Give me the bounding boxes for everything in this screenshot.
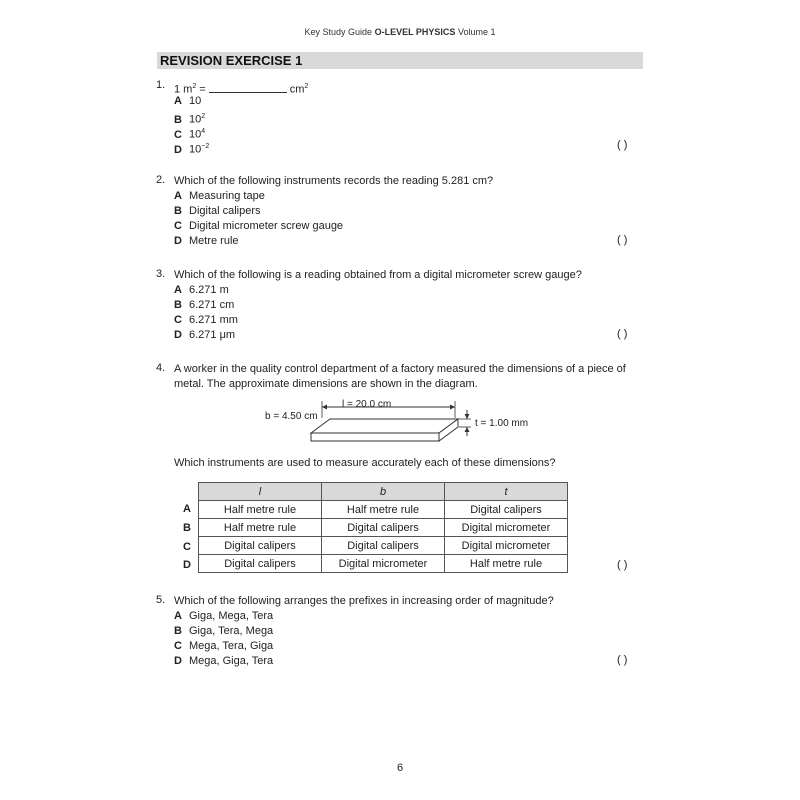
- option-letter: C: [174, 640, 182, 652]
- header-suffix: Volume 1: [457, 27, 496, 37]
- row-letter-a: A: [183, 503, 191, 515]
- table-cell: Digital calipers: [445, 501, 568, 519]
- diagram-b-label: b = 4.50 cm: [265, 411, 318, 422]
- q4-stem-line1: A worker in the quality control department of a factory measured the dimensions of a piece of: [174, 363, 626, 375]
- option-text: Mega, Tera, Giga: [189, 640, 274, 652]
- option-text: Mega, Giga, Tera: [189, 655, 274, 667]
- option-text: Digital micrometer screw gauge: [189, 220, 344, 232]
- q3-number: 3.: [156, 268, 166, 280]
- q4-stem-line2: metal. The approximate dimensions are shown in the diagram.: [174, 378, 478, 390]
- option-letter: C: [174, 128, 182, 141]
- option-text: Giga, Mega, Tera: [189, 610, 274, 622]
- q2-answer-bracket[interactable]: ( ): [617, 234, 628, 246]
- t-arrow-top-head: [465, 414, 470, 419]
- q4-number: 4.: [156, 362, 166, 374]
- header-t: t: [445, 483, 568, 501]
- answer-blank: [209, 83, 287, 93]
- option-text: 6.271 mm: [189, 314, 238, 326]
- option-letter: A: [174, 610, 182, 622]
- table-row: [199, 555, 568, 573]
- option-letter: B: [174, 625, 182, 637]
- diagram-l-label: l = 20.0 cm: [342, 399, 392, 410]
- l-arrow-right: [450, 405, 455, 410]
- option-letter: D: [174, 143, 182, 156]
- q5-number: 5.: [156, 594, 166, 606]
- slab-front-face: [311, 433, 439, 441]
- row-letter-b: B: [183, 522, 191, 534]
- q1-stem: [174, 79, 644, 98]
- option-letter: D: [174, 655, 182, 667]
- option-letter: D: [174, 235, 182, 247]
- option-text: 10: [189, 113, 202, 126]
- q1-number: 1.: [156, 79, 166, 91]
- option-letter: A: [174, 95, 182, 107]
- option-text: 10: [189, 95, 202, 107]
- q5-option-d: [174, 654, 273, 669]
- header-l: l: [199, 483, 322, 501]
- option-text: 6.271 m: [189, 284, 229, 296]
- q5-stem: Which of the following arranges the prefixes in increasing order of magnitude?: [174, 595, 554, 607]
- table-cell: Digital calipers: [322, 537, 445, 555]
- table-cell: Half metre rule: [322, 501, 445, 519]
- page-header: [0, 27, 800, 37]
- section-title: REVISION EXERCISE 1: [160, 53, 303, 68]
- table-cell: Digital micrometer: [445, 537, 568, 555]
- q4-answer-bracket[interactable]: ( ): [617, 559, 628, 571]
- header-prefix: Key Study Guide: [304, 27, 373, 37]
- table-cell: Digital calipers: [199, 555, 322, 573]
- l-arrow-left: [322, 405, 327, 410]
- option-text: 6.271 cm: [189, 299, 235, 311]
- table-cell: Half metre rule: [199, 501, 322, 519]
- table-cell: Digital micrometer: [322, 555, 445, 573]
- option-letter: B: [174, 205, 182, 217]
- q3-option-d: [174, 328, 235, 343]
- q1-stem-before: 1 m: [174, 83, 193, 96]
- q2-option-a: [174, 189, 265, 204]
- diagram-t-label: t = 1.00 mm: [475, 418, 529, 429]
- table-row: [199, 519, 568, 537]
- q3-option-a: [174, 283, 229, 298]
- q1-option-b: [174, 109, 205, 124]
- option-letter: D: [174, 329, 182, 341]
- q5-option-b: [174, 624, 273, 639]
- option-letter: B: [174, 113, 182, 126]
- table-cell: Half metre rule: [445, 555, 568, 573]
- option-text: Metre rule: [189, 235, 239, 247]
- table-header-row: [199, 483, 568, 501]
- q2-stem: Which of the following instruments records the reading 5.281 cm?: [174, 175, 494, 187]
- q2-option-c: [174, 219, 343, 234]
- option-sup: 4: [201, 128, 206, 135]
- q3-stem: Which of the following is a reading obtained from a digital micrometer screw gauge?: [174, 269, 582, 281]
- q4-sub-question: Which instruments are used to measure accurately each of these dimensions?: [174, 457, 556, 469]
- option-text: 10: [189, 128, 202, 141]
- t-arrow-bottom-head: [465, 427, 470, 432]
- option-text: Measuring tape: [189, 190, 265, 202]
- option-sup: −2: [201, 143, 210, 150]
- row-letter-c: C: [183, 541, 191, 553]
- instruments-table: [198, 482, 568, 573]
- option-text: 6.271 μm: [189, 329, 236, 341]
- page-number: 6: [396, 762, 404, 774]
- q5-option-c: [174, 639, 273, 654]
- table-row: [199, 501, 568, 519]
- q1-stem-sup: 2: [192, 83, 197, 90]
- q1-option-c: [174, 124, 205, 139]
- option-letter: C: [174, 314, 182, 326]
- q3-option-c: [174, 313, 238, 328]
- q3-answer-bracket[interactable]: ( ): [617, 328, 628, 340]
- option-letter: A: [174, 284, 182, 296]
- q2-option-b: [174, 204, 261, 219]
- q1-answer-bracket[interactable]: ( ): [617, 139, 628, 151]
- option-text: Digital calipers: [189, 205, 261, 217]
- option-text: 10: [189, 143, 202, 156]
- option-letter: A: [174, 190, 182, 202]
- q3-option-b: [174, 298, 234, 313]
- option-text: Giga, Tera, Mega: [189, 625, 274, 637]
- q1-stem-after-sup: 2: [304, 83, 309, 90]
- q2-number: 2.: [156, 174, 166, 186]
- option-letter: C: [174, 220, 182, 232]
- section-title-bar: [157, 52, 643, 69]
- header-b: b: [322, 483, 445, 501]
- option-letter: B: [174, 299, 182, 311]
- table-cell: Digital calipers: [199, 537, 322, 555]
- table-cell: Half metre rule: [199, 519, 322, 537]
- q1-option-a: [174, 94, 201, 109]
- table-row: [199, 537, 568, 555]
- q2-option-d: [174, 234, 239, 249]
- q5-answer-bracket[interactable]: ( ): [617, 654, 628, 666]
- row-letter-d: D: [183, 559, 191, 571]
- header-bold: O-LEVEL PHYSICS: [374, 27, 456, 37]
- q1-stem-mid: =: [196, 83, 206, 96]
- table-cell: Digital micrometer: [445, 519, 568, 537]
- q5-option-a: [174, 609, 273, 624]
- table-cell: Digital calipers: [322, 519, 445, 537]
- q1-option-d: [174, 139, 209, 154]
- slab-top-face: [311, 419, 458, 433]
- option-sup: 2: [201, 113, 206, 120]
- q1-stem-after: cm: [289, 83, 305, 96]
